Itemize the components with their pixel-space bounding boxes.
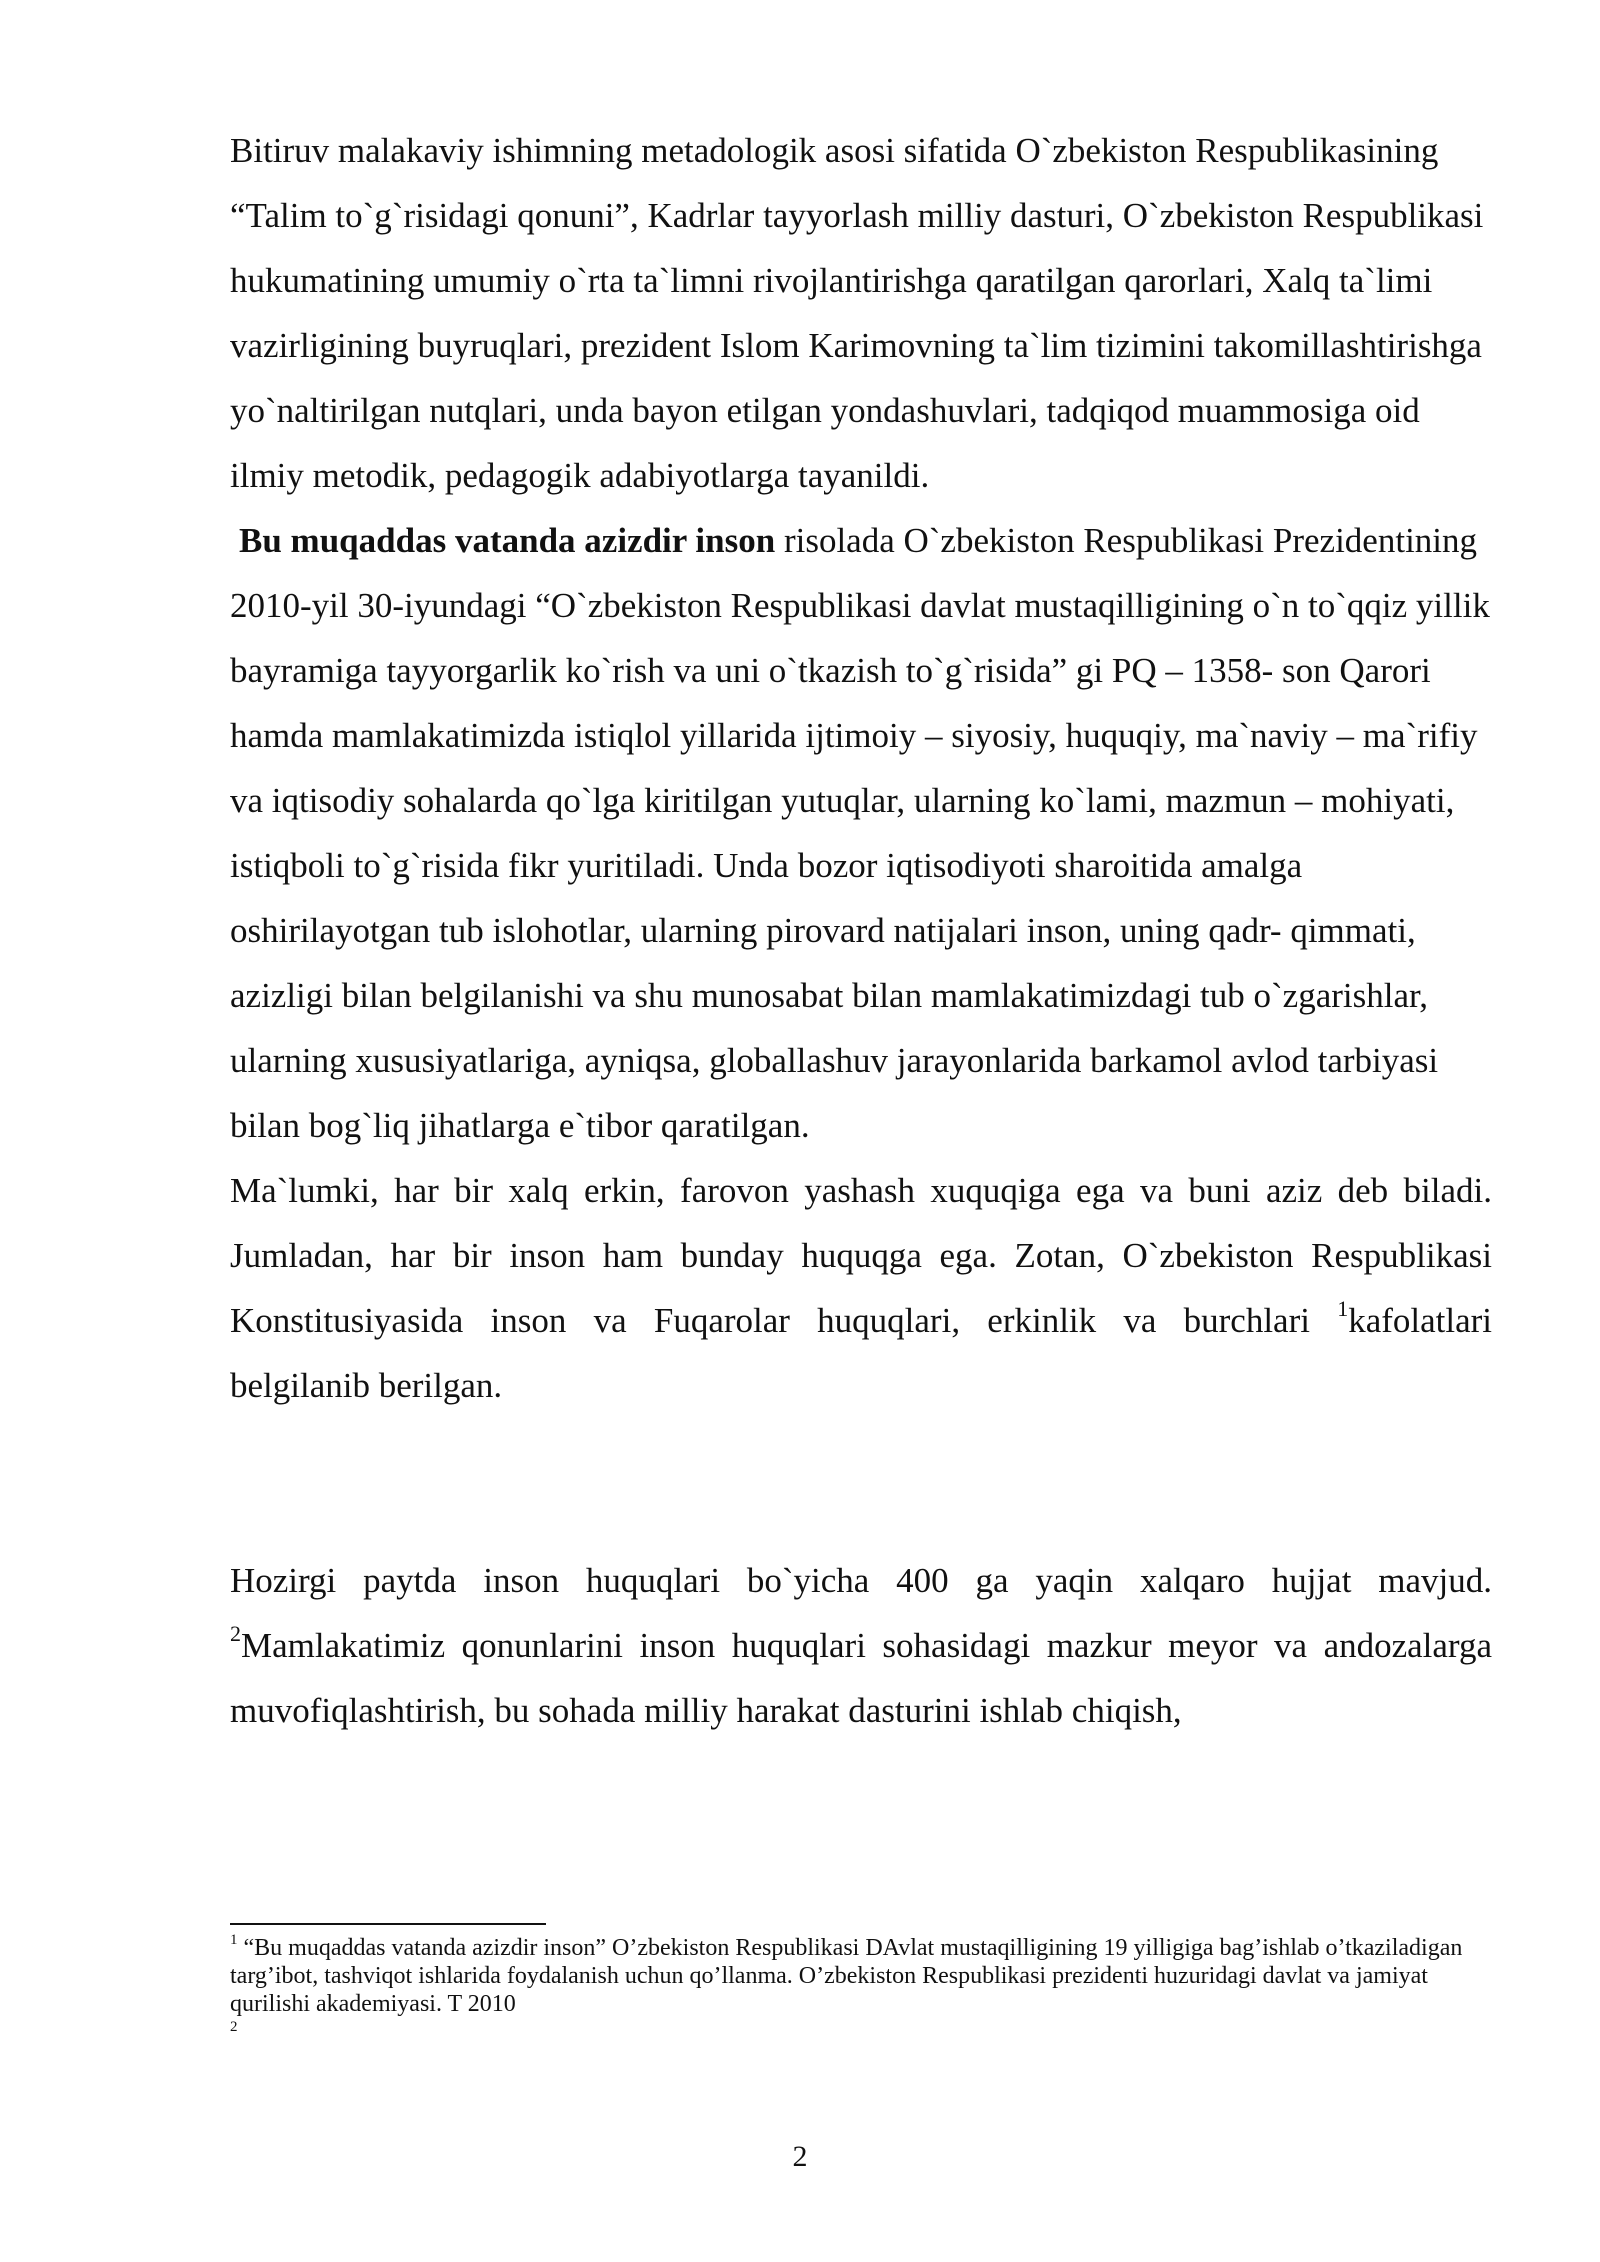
paragraph-book-summary [230,508,1492,1158]
footnote-1 [230,1934,1492,2018]
footnote-2-marker: 2 [230,2019,238,2035]
page-number: 2 [792,2140,808,2173]
paragraph-rights-text-end: kafolatlari belgilanib berilgan. [230,1301,1492,1405]
book-title-bold: Bu muqaddas vatanda azizdir inson [239,521,776,560]
paragraph-methodology [230,118,1492,508]
paragraph-international-text: Hozirgi paytda inson huquqlari bo`yicha 400 ga yaqin xalqaro hujjat mavjud. [230,1561,1492,1600]
paragraph-rights [230,1158,1492,1418]
footnote-separator [230,1923,546,1925]
footnote-1-marker: 1 [230,1932,238,1948]
body-text [230,118,1492,1743]
footnote-ref-2[interactable]: 2 [230,1621,241,1647]
footnote-2 [230,2018,1492,2036]
footnote-ref-1[interactable]: 1 [1337,1296,1349,1322]
footnote-1-text: “Bu muqaddas vatanda azizdir inson” O’zbekiston Respublikasi DAvlat mustaqilligining 19 yilligiga bag’ishlab o’tkaziladigan targ’ibot, tashviqot ishlarida foydalanish uchun qo’llanma. O’zbekiston Respublikasi prezidenti huzuridagi davlat va jamiyat qurilishi akademiyasi. T 2010 [230,1935,1463,2017]
paragraph-international-text-end: Mamlakatimiz qonunlarini inson huquqlari sohasidagi mazkur meyor va andozalarga muvofiqlashtirish, bu sohada milliy harakat dasturini ishlab chiqish, [230,1626,1492,1730]
paragraph-book-summary-text: risolada O`zbekiston Respublikasi Prezidentining 2010-yil 30-iyundagi “O`zbekiston Respublikasi davlat mustaqilligining o`n to`qqiz yillik bayramiga tayyorgarlik ko`rish va uni o`tkazish to`g`risida” gi PQ – 1358- son Qarori hamda mamlakatimizda istiqlol yillarida ijtimoiy – siyosiy, huquqiy, ma`naviy – ma`rifiy va iqtisodiy sohalarda qo`lga kiritilgan yutuqlar, ularning ko`lami, mazmun – mohiyati, istiqboli to`g`risida fikr yuritiladi. Unda bozor iqtisodiyoti sharoitida amalga oshirilayotgan tub islohotlar, ularning pirovard natijalari inson, uning qadr- qimmati, azizligi bilan belgilanishi va shu munosabat bilan mamlakatimizdagi tub o`zgarishlar, ularning xususiyatlariga, ayniqsa, globallashuv jarayonlarida barkamol avlod tarbiyasi bilan bog`liq jihatlarga e`tibor qaratilgan. [230,521,1490,1145]
footnotes [230,1934,1492,2036]
paragraph-methodology-text: Bitiruv malakaviy ishimning metadologik asosi sifatida O`zbekiston Respublikasining “Talim to`g`risidagi qonuni”, Kadrlar tayyorlash milliy dasturi, O`zbekiston Respublikasi hukumatining umumiy o`rta ta`limni rivojlantirishga qaratilgan qarorlari, Xalq ta`limi vazirligining buyruqlari, prezident Islom Karimovning ta`lim tizimini takomillashtirishga yo`naltirilgan nutqlari, unda bayon etilgan yondashuvlari, tadqiqod muammosiga oid ilmiy metodik, pedagogik adabiyotlarga tayanildi. [230,131,1484,495]
paragraph-international-documents [230,1548,1492,1743]
paragraph-rights-text: Ma`lumki, har bir xalq erkin, farovon yashash xuquqiga ega va buni aziz deb biladi. Jumladan, har bir inson ham bunday huquqga ega. Zotan, O`zbekiston Respublikasi Konstitusiyasida inson va Fuqarolar huquqlari, erkinlik va burchlari [230,1171,1492,1340]
